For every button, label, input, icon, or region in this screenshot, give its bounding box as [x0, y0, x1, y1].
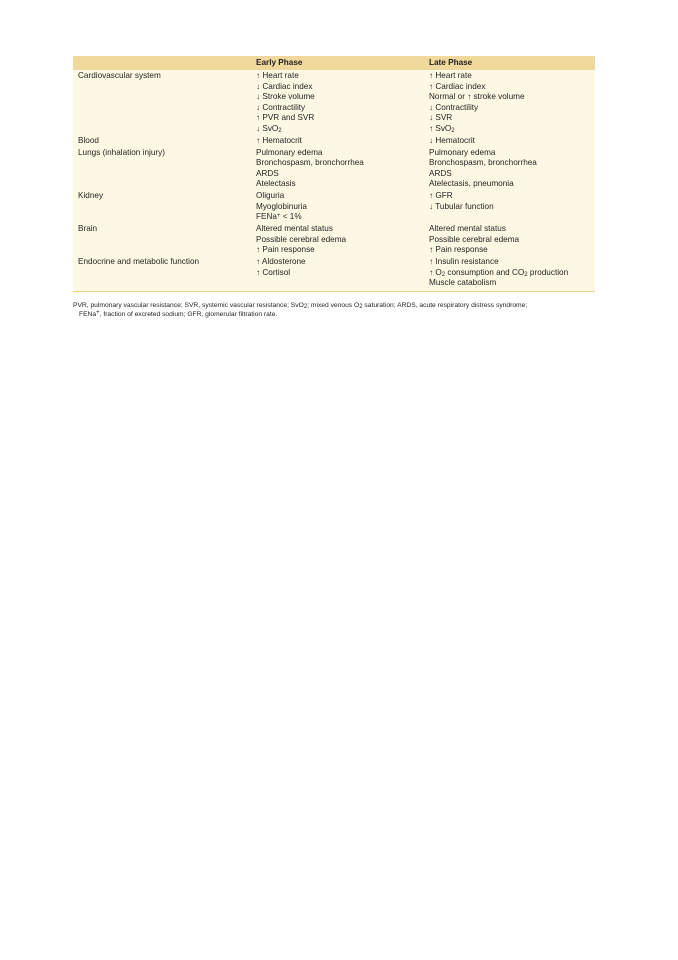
cell-line: Myoglobinuria	[256, 201, 307, 211]
cell-line: ↑ Cardiac index	[429, 81, 486, 91]
header-cell-late-phase: Late Phase	[429, 58, 473, 67]
table-header-row	[73, 56, 595, 70]
early-phase-cell	[256, 148, 429, 190]
cell-line: Atelectasis	[256, 179, 296, 188]
cell-line: Bronchospasm, bronchorrhea	[429, 158, 537, 167]
cell-line: ↑ Insulin resistance	[429, 257, 499, 266]
cell-line: Possible cerebral edema	[256, 234, 347, 244]
table-footnote	[73, 302, 595, 319]
early-phase-cell	[256, 71, 429, 134]
table-bottom-rule	[73, 291, 595, 292]
cell-line: Altered mental status	[256, 224, 333, 233]
late-phase-cell	[429, 257, 595, 289]
table-row	[73, 136, 595, 148]
cell-line: Pulmonary edema	[256, 147, 323, 157]
cell-line: ↑ GFR	[429, 191, 453, 200]
table-row	[73, 71, 595, 136]
cell-line: Altered mental status	[429, 224, 506, 233]
cell-line: ↑ Heart rate	[429, 71, 472, 80]
late-phase-cell	[429, 136, 595, 147]
late-phase-cell	[429, 71, 595, 134]
cell-line: ↓ SvO$_2$	[256, 123, 282, 134]
cell-line: ARDS	[429, 168, 452, 178]
cell-line: Possible cerebral edema	[429, 234, 520, 244]
row-label: Lungs (inhalation injury)	[78, 147, 165, 157]
table-row	[73, 257, 595, 290]
row-label: Kidney	[78, 191, 104, 200]
cell-line: Oliguria	[256, 191, 285, 200]
row-label: Blood	[78, 135, 99, 145]
cell-line: Muscle catabolism	[429, 278, 497, 287]
footnote-line-2: FENa+, fraction of excreted sodium; GFR, glomerular filtration rate.	[79, 309, 278, 318]
cell-line: FENa+ < 1%	[256, 212, 302, 221]
footnote-line-1: PVR, pulmonary vascular resistance; SVR, systemic vascular resistance; SvO$_2$; mixed venous $O_2$ saturation; ARDS, acute respiratory distress syndrome;	[73, 302, 528, 310]
cell-line: ↓ SVR	[429, 113, 453, 122]
early-phase-cell	[256, 191, 429, 223]
cell-line: ↑ Cortisol	[256, 267, 291, 277]
late-phase-cell	[429, 191, 595, 223]
table-row	[73, 148, 595, 192]
cell-line: ↓ Cardiac index	[256, 81, 313, 91]
cell-line: ↑ Heart rate	[256, 71, 299, 80]
cell-line: Atelectasis, pneumonia	[429, 179, 514, 188]
cell-line: ↑ Hematocrit	[256, 135, 302, 145]
row-label: Cardiovascular system	[78, 71, 161, 80]
table-row	[73, 191, 595, 224]
comparison-table	[73, 56, 595, 292]
cell-line: ↑ $O_2$ consumption and $CO_2$ production	[429, 267, 569, 278]
early-phase-cell	[256, 224, 429, 256]
header-cell-early-phase: Early Phase	[256, 58, 303, 67]
cell-line: ↑ PVR and SVR	[256, 113, 315, 122]
cell-line: Normal or ↑ stroke volume	[429, 92, 525, 101]
cell-line: ↑ SvO$_2$	[429, 123, 455, 134]
cell-line: Bronchospasm, bronchorrhea	[256, 158, 364, 167]
table-body	[73, 70, 595, 290]
cell-line: ↑ Pain response	[256, 245, 315, 254]
cell-line: ↓ Hematocrit	[429, 135, 475, 145]
late-phase-cell	[429, 148, 595, 190]
early-phase-cell	[256, 136, 429, 147]
cell-line: Pulmonary edema	[429, 147, 496, 157]
cell-line: ↑ Pain response	[429, 245, 488, 254]
early-phase-cell	[256, 257, 429, 289]
cell-line: ↓ Tubular function	[429, 201, 494, 211]
cell-line: ↓ Contractility	[429, 102, 479, 112]
cell-line: ↓ Contractility	[256, 102, 306, 112]
row-label: Endocrine and metabolic function	[78, 257, 200, 266]
late-phase-cell	[429, 224, 595, 256]
header-cell-system	[73, 56, 256, 70]
cell-line: ARDS	[256, 168, 279, 178]
row-label: Brain	[78, 224, 98, 233]
table-row	[73, 224, 595, 257]
cell-line: ↓ Stroke volume	[256, 92, 315, 101]
cell-line: ↑ Aldosterone	[256, 257, 306, 266]
